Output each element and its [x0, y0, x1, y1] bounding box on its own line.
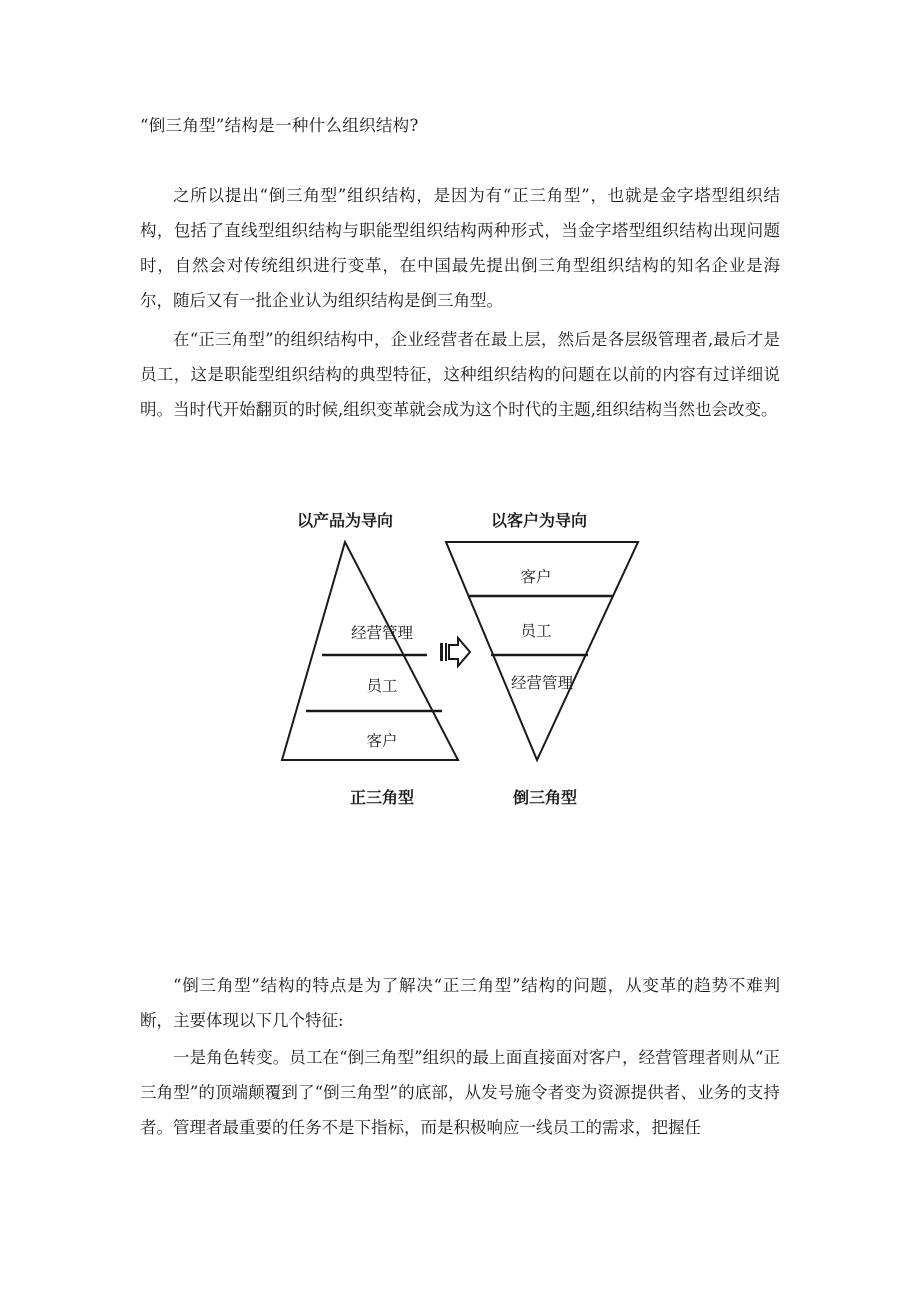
inverted-layer-top: 客户 [520, 568, 552, 586]
paragraph-2: 在“正三角型”的组织结构中，企业经营者在最上层，然后是各层级管理者,最后才是员工，这是职能型组织结构的典型特征，这种组织结构的问题在以前的内容有过详细说明。当时代开始翻页的时候,组织变革就会成为这个时代的主题,组织结构当然也会改变。 [140, 330, 780, 419]
inverted-triangle [446, 511, 638, 807]
paragraph-4: 一是角色转变。员工在“倒三角型”组织的最上面直接面对客户，经营管理者则从“正三角型”的顶端颠覆到了“倒三角型”的底部，从发号施令者变为资源提供者、业务的支持者。管理者最重要的任务不是下指标，而是积极响应一线员工的需求，把握任 [140, 1048, 780, 1137]
right-arrow-icon [440, 638, 470, 666]
right-heading: 以客户为导向 [490, 511, 588, 530]
upright-triangle-outline [282, 542, 458, 760]
upright-triangle [282, 511, 458, 807]
right-caption: 倒三角型 [512, 788, 578, 807]
left-heading: 以产品为导向 [296, 511, 394, 530]
paragraph-1: 之所以提出“倒三角型”组织结构，是因为有“正三角型”，也就是金字塔型组织结构，包括了直线型组织结构与职能型组织结构两种形式，当金字塔型组织结构出现问题时，自然会对传统组织进行变革，在中国最先提出倒三角型组织结构的知名企业是海尔，随后又有一批企业认为组织结构是倒三角型。 [140, 186, 780, 310]
triangle-comparison-diagram [270, 498, 650, 828]
upright-layer-middle: 员工 [366, 677, 398, 695]
upright-layer-top: 经营管理 [350, 624, 414, 642]
inverted-layer-bottom: 经营管理 [510, 674, 574, 692]
left-caption: 正三角型 [349, 788, 415, 807]
question-title: “倒三角型”结构是一种什么组织结构? [140, 116, 419, 135]
paragraph-3: “倒三角型”结构的特点是为了解决“正三角型”结构的问题，从变革的趋势不难判断，主要体现以下几个特征: [140, 976, 780, 1030]
upright-layer-bottom: 客户 [366, 732, 398, 750]
inverted-layer-middle: 员工 [520, 622, 552, 640]
